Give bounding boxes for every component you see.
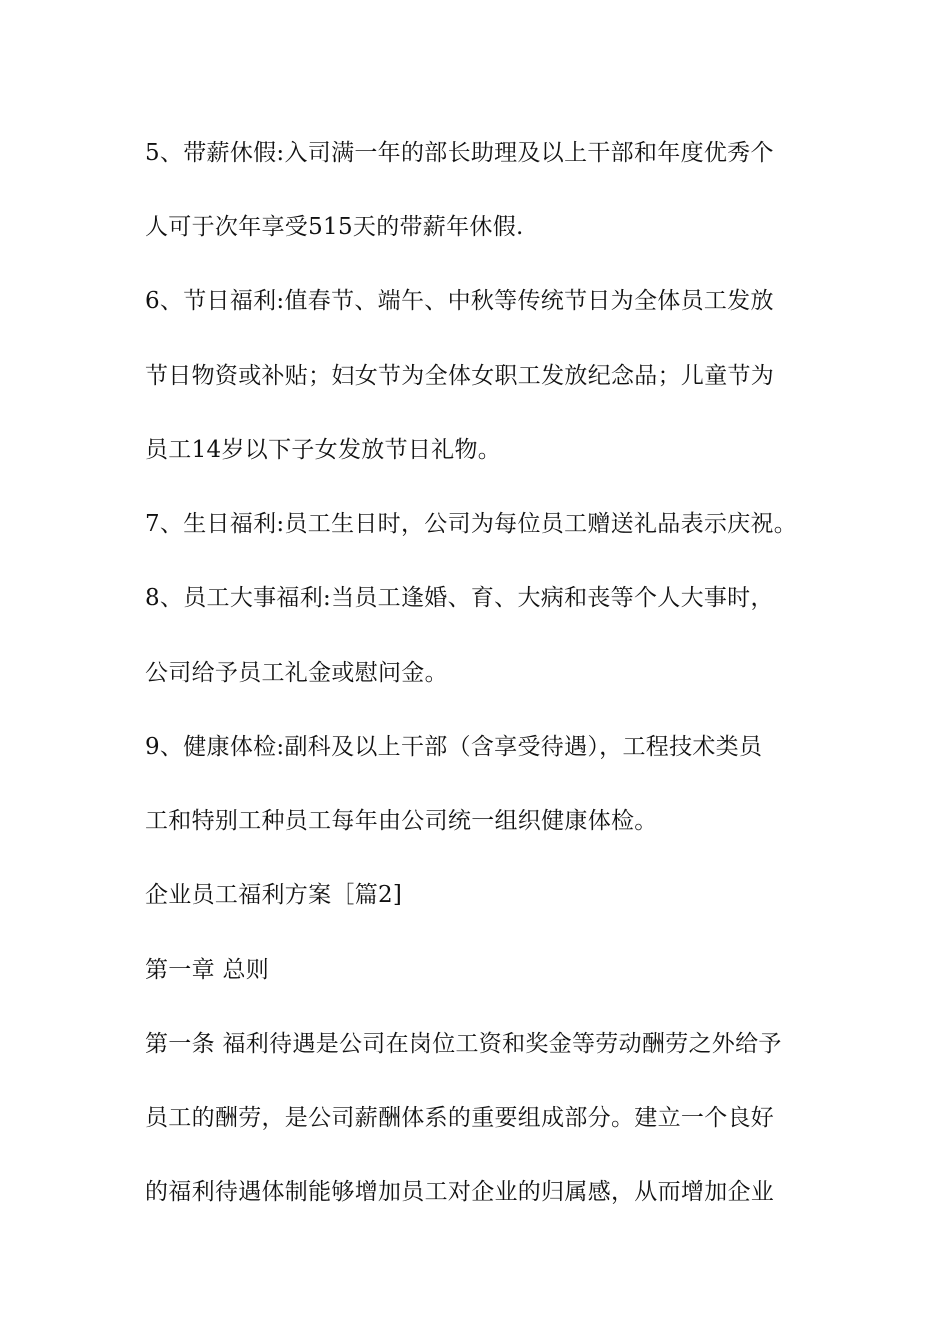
paragraph-major-events-line-1: 8、员工大事福利:当员工逢婚、育、大病和丧等个人大事时， <box>145 585 774 611</box>
paragraph-holiday-line-2: 节日物资或补贴；妇女节为全体女职工发放纪念品；儿童节为 <box>145 363 775 389</box>
paragraph-paid-leave-line-2: 人可于次年享受515天的带薪年休假. <box>145 214 524 240</box>
paragraph-health-check-line-1: 9、健康体检:副科及以上干部（含享受待遇），工程技术类员 <box>145 734 763 760</box>
paragraph-major-events-line-2: 公司给予员工礼金或慰问金。 <box>145 660 448 686</box>
paragraph-paid-leave-line-1: 5、带薪休假:入司满一年的部长助理及以上干部和年度优秀个 <box>145 140 774 166</box>
section-heading: 企业员工福利方案［篇2] <box>145 882 403 908</box>
article-one-line-3: 的福利待遇体制能够增加员工对企业的归属感，从而增加企业 <box>145 1179 775 1205</box>
paragraph-health-check-line-2: 工和特别工种员工每年由公司统一组织健康体检。 <box>145 808 658 834</box>
article-one-line-1: 第一条 福利待遇是公司在岗位工资和奖金等劳动酬劳之外给予 <box>145 1031 782 1057</box>
article-one-line-2: 员工的酬劳，是公司薪酬体系的重要组成部分。建立一个良好 <box>145 1105 775 1131</box>
chapter-heading: 第一章 总则 <box>145 957 270 983</box>
paragraph-holiday-line-1: 6、节日福利:值春节、端午、中秋等传统节日为全体员工发放 <box>145 288 774 314</box>
paragraph-birthday-line-1: 7、生日福利:员工生日时，公司为每位员工赠送礼品表示庆祝。 <box>145 511 798 537</box>
paragraph-holiday-line-3: 员工14岁以下子女发放节日礼物。 <box>145 437 502 463</box>
